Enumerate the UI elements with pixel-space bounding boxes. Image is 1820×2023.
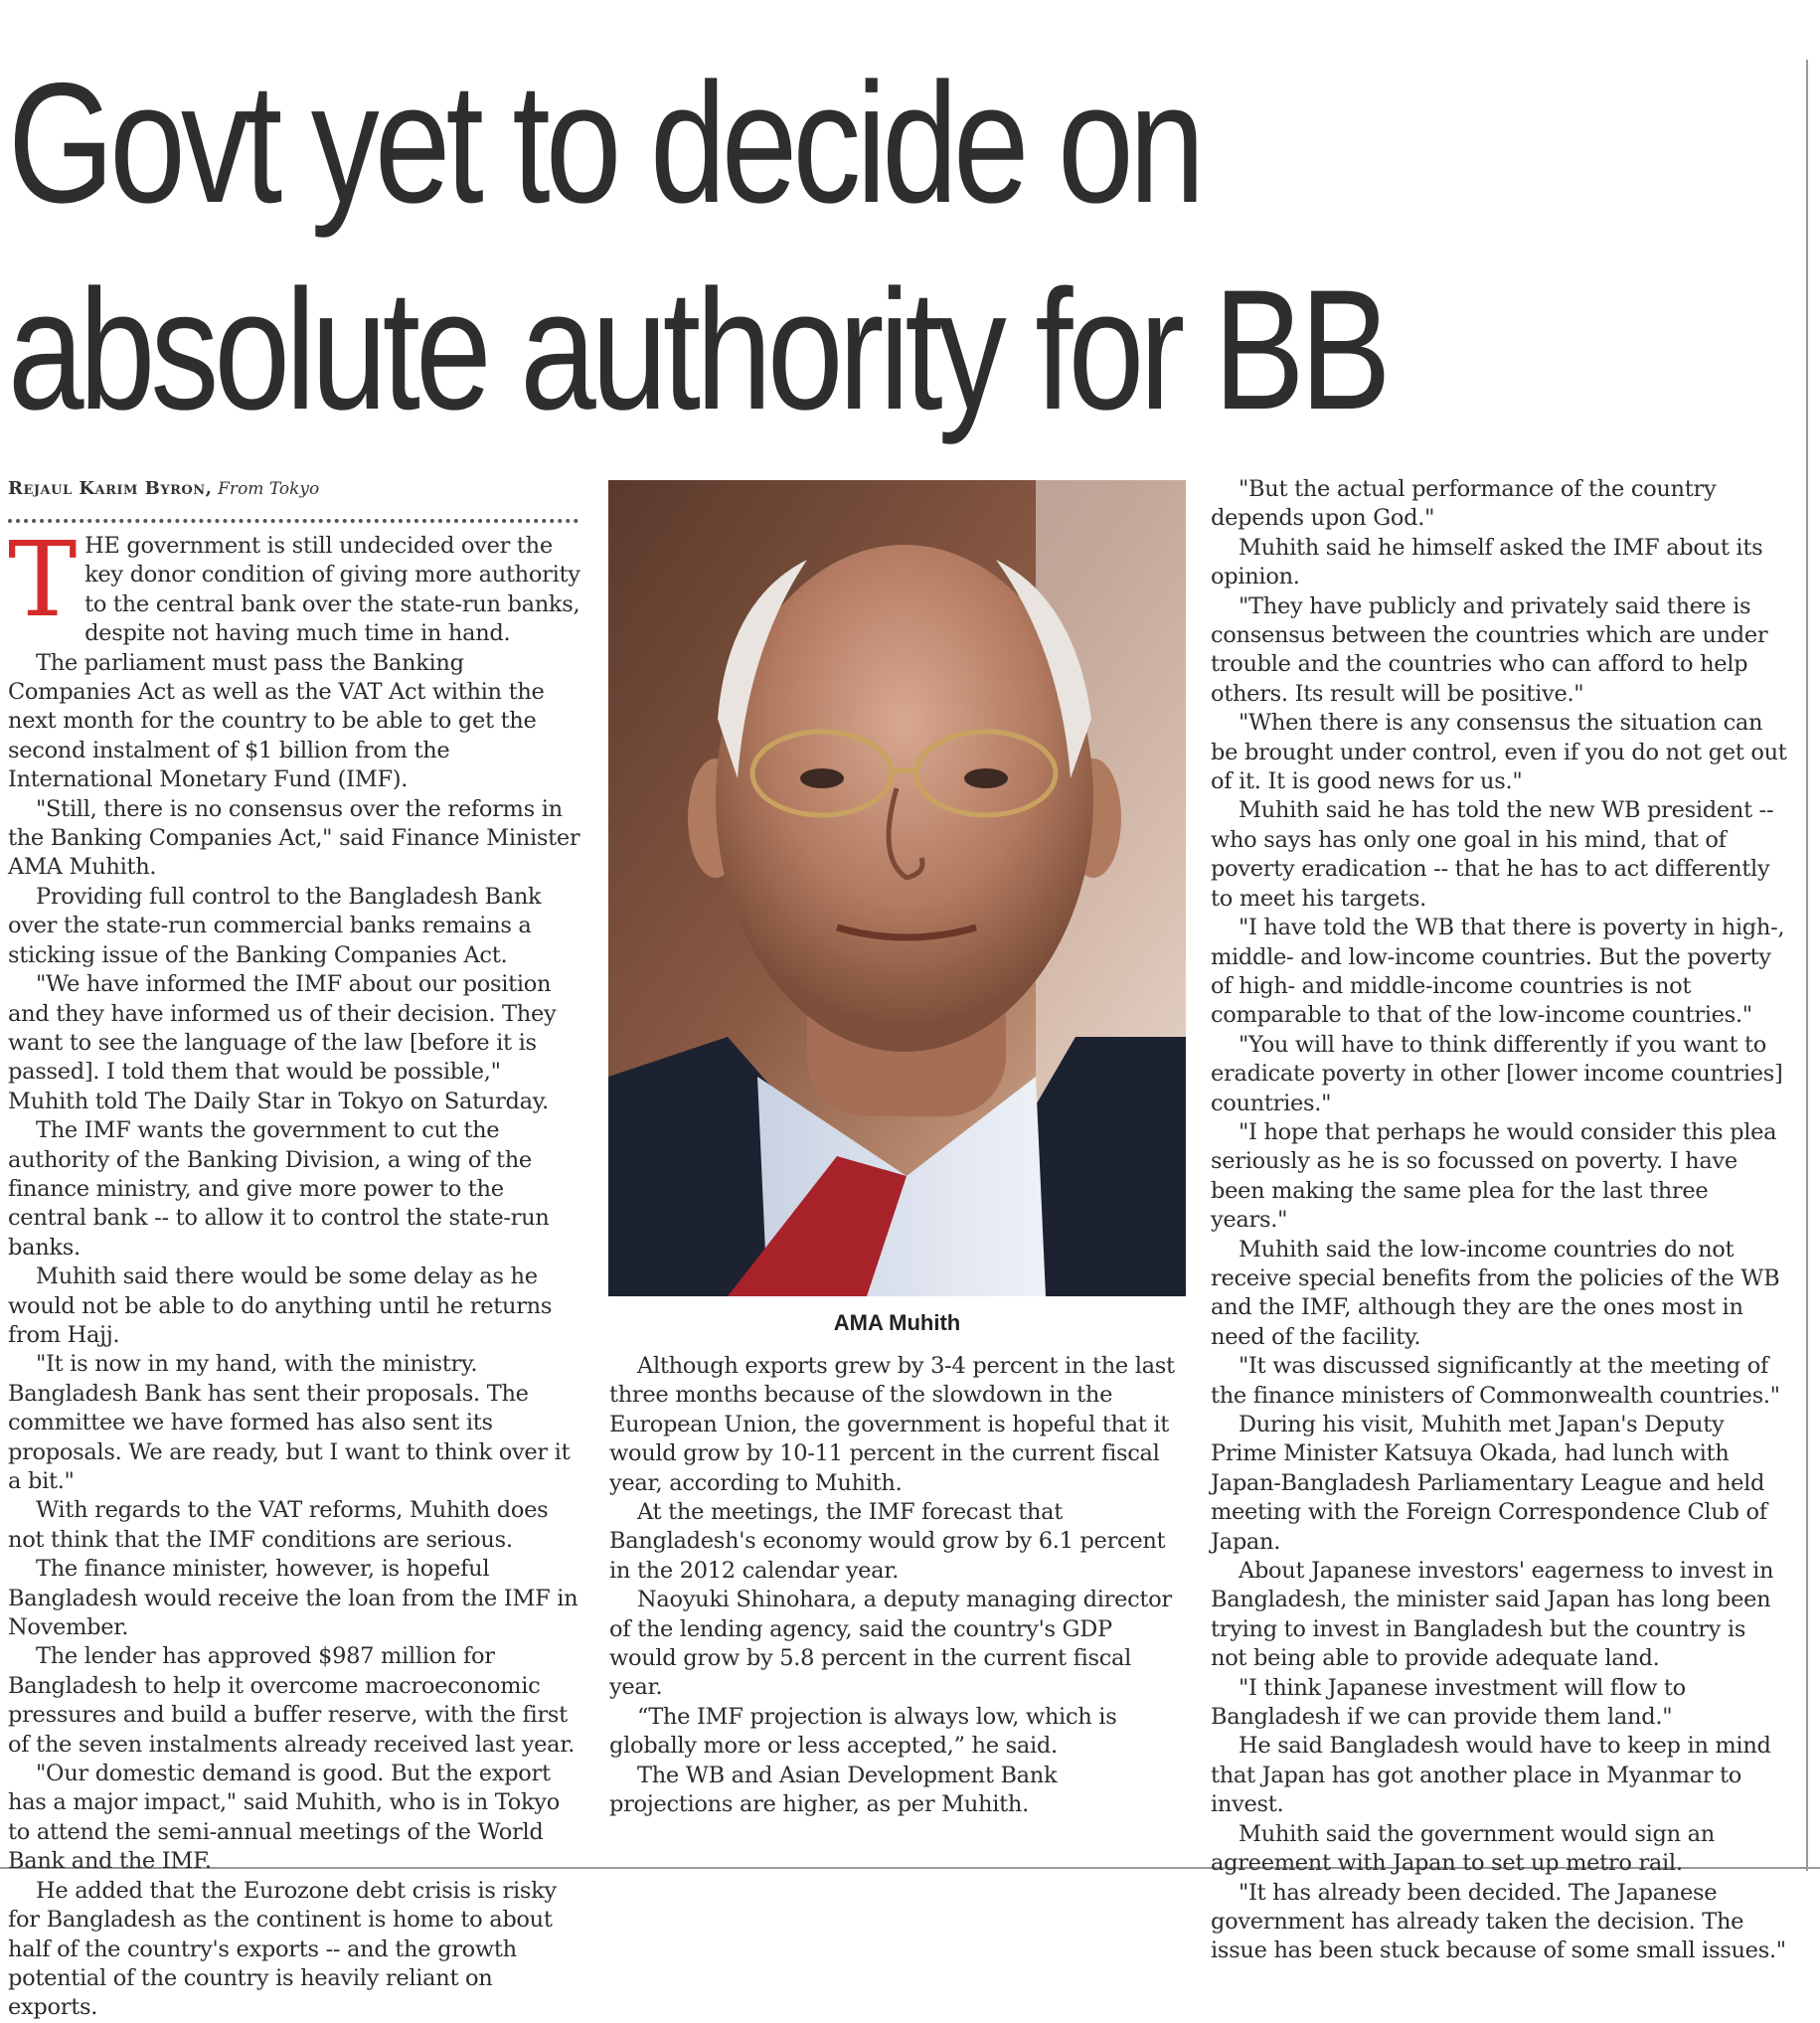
byline-location: From Tokyo [218, 479, 320, 499]
headline-line-2: absolute authority for BB [8, 254, 1387, 445]
article-paragraph: "I think Japanese investment will flow to Bangladesh if we can provide them land." [1211, 1674, 1686, 1731]
article-paragraph: During his visit, Muhith met Japan's Deputy Prime Minister Katsuya Okada, had lunch with Japan-Bangladesh Parliamentary League and held meeting with the Foreign Correspondence Club of Japan. [1211, 1412, 1767, 1555]
headline-line-1: Govt yet to decide on [8, 48, 1201, 239]
article-paragraph: The IMF wants the government to cut the authority of the Banking Division, a wing of the finance ministry, and give more power to the central bank -- to allow it to control the state-run banks. [8, 1117, 550, 1261]
article-paragraph: Muhith said he himself asked the IMF about its opinion. [1211, 534, 1763, 590]
article-paragraph: Muhith said the government would sign an agreement with Japan to set up metro rail. [1211, 1820, 1715, 1877]
article-paragraph: "Still, there is no consensus over the reforms in the Banking Companies Act," said Finance Minister AMA Muhith. [8, 795, 580, 881]
article-paragraph: Muhith said he has told the new WB president -- who says has only one goal in his mind, that of poverty eradication -- that he has to act differently to meet his targets. [1211, 797, 1774, 912]
article-paragraph: He said Bangladesh would have to keep in mind that Japan has got another place in Myanmar to invest. [1211, 1733, 1771, 1818]
article-paragraph: THE government is still undecided over the key donor condition of giving more authority to the central bank over the state-run banks, despite not having much time in hand. [8, 519, 580, 647]
byline-divider [8, 519, 579, 523]
article-paragraph: "We have informed the IMF about our position and they have informed us of their decision. They want to see the language of the law [before it is passed]. I told them that would be possible," Muhith told The Daily Star in Tokyo on Saturday. [8, 971, 557, 1114]
article-paragraph: Providing full control to the Bangladesh Bank over the state-run commercial banks remains a sticking issue of the Banking Companies Act. [8, 883, 542, 968]
article-paragraph: "They have publicly and privately said there is consensus between the countries which are under trouble and the countries who can afford to help others. Its result will be positive." [1211, 592, 1768, 707]
article-paragraph: "I have told the WB that there is poverty in high-, middle- and low-income countries. But the poverty of high- and middle-income countries is not comparable to that of the low-income countries." [1211, 915, 1785, 1029]
article-paragraph: "I hope that perhaps he would consider this plea seriously as he is so focussed on poverty. I have been making the same plea for the last three years." [1211, 1118, 1777, 1234]
article-paragraph: He added that the Eurozone debt crisis is risky for Bangladesh as the continent is home to about half of the country's exports -- and the growth potential of the country is heavily reliant on exports. [8, 1877, 557, 2021]
article-paragraph: "But the actual performance of the country depends upon God." [1211, 476, 1717, 532]
article-paragraph: Naoyuki Shinohara, a deputy managing director of the lending agency, said the country's GDP would grow by 5.8 percent in the current fiscal year. [609, 1587, 1172, 1701]
portrait-illustration [608, 480, 1186, 1296]
article-column-1 [8, 519, 584, 2023]
article-paragraph: At the meetings, the IMF forecast that Bangladesh's economy would grow by 6.1 percent in the 2012 calendar year. [609, 1499, 1166, 1584]
article-paragraph: The finance minister, however, is hopeful Bangladesh would receive the loan from the IMF in November. [8, 1556, 579, 1641]
article-paragraph: “The IMF projection is always low, which is globally more or less accepted,” he said. [609, 1703, 1117, 1760]
byline-author: Rejaul Karim Byron, [8, 478, 213, 499]
column-rule-right [1806, 60, 1808, 1871]
article-paragraph: Muhith said there would be some delay as he would not be able to do anything until he returns from Hajj. [8, 1264, 553, 1348]
portrait-photo [608, 480, 1186, 1296]
article-paragraph: "It is now in my hand, with the ministry. Bangladesh Bank has sent their proposals. The committee we have formed has also sent its proposals. We are ready, but I want to think over it a bit." [8, 1351, 571, 1494]
drop-cap: T [8, 519, 78, 640]
article-paragraph: The lender has approved $987 million for Bangladesh to help it overcome macroeconomic pressures and build a buffer reserve, with the first of the seven instalments already received last year. [8, 1643, 576, 1758]
byline [8, 477, 584, 501]
headline [8, 40, 1431, 453]
article-paragraph: About Japanese investors' eagerness to invest in Bangladesh, the minister said Japan has long been trying to invest in Bangladesh but the country is not being able to provide adequate land. [1211, 1558, 1774, 1672]
article-paragraph: "It was discussed significantly at the meeting of the finance ministers of Commonwealth countries." [1211, 1353, 1780, 1409]
article-paragraph: Although exports grew by 3-4 percent in the last three months because of the slowdown in the European Union, the government is hopeful that it would grow by 10-11 percent in the current fiscal year, according to Muhith. [609, 1353, 1175, 1496]
article-paragraph: "When there is any consensus the situation can be brought under control, even if you do not get out of it. It is good news for us." [1211, 710, 1787, 795]
article-column-3 [1211, 475, 1787, 1966]
article-paragraph: "You will have to think differently if you want to eradicate poverty in other [lower income countries] countries." [1211, 1031, 1783, 1116]
article-column-2 [609, 1352, 1186, 1820]
article-paragraph: The WB and Asian Development Bank projections are higher, as per Muhith. [609, 1762, 1058, 1818]
photo-caption: AMA Muhith [833, 1310, 961, 1335]
article-paragraph: Muhith said the low-income countries do not receive special benefits from the policies of the WB and the IMF, although they are the ones most in need of the facility. [1211, 1236, 1780, 1350]
article-paragraph: "It has already been decided. The Japanese government has already taken the decision. The issue has been stuck because of some small issues." [1211, 1879, 1786, 1964]
article-paragraph: With regards to the VAT reforms, Muhith does not think that the IMF conditions are serious. [8, 1497, 549, 1553]
article-paragraph: "Our domestic demand is good. But the export has a major impact," said Muhith, who is in Tokyo to attend the semi-annual meetings of the World Bank and the IMF. [8, 1761, 560, 1875]
article-paragraph: The parliament must pass the Banking Companies Act as well as the VAT Act within the next month for the country to be able to get the second instalment of $1 billion from the International Monetary Fund (IMF). [8, 649, 545, 793]
